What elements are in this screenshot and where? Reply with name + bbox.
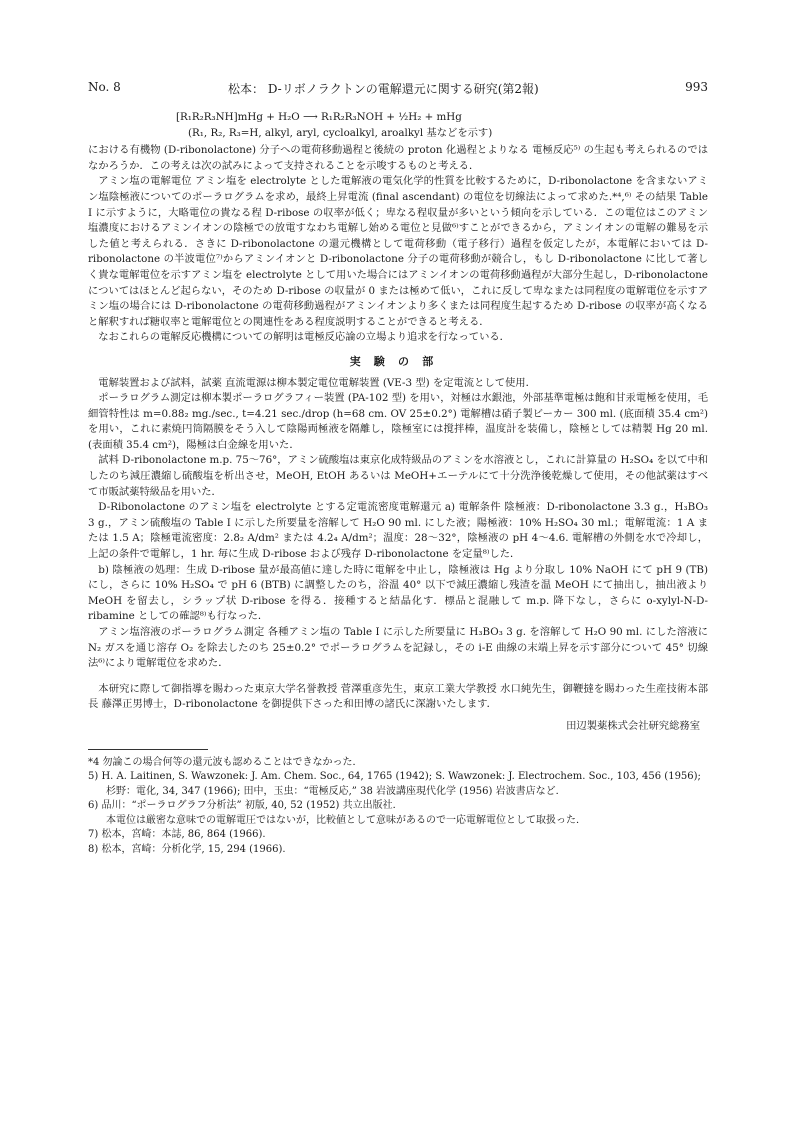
footnote: 5) H. A. Laitinen, S. Wawzonek: J. Am. Chem. Soc., 64, 1765 (1942); S. Wawzonek: J. Electrochem. Soc., 103, 456 (1956); 杉野：電化, 34, 347 (1966); 田中，玉虫：“電極反応,” 38 岩波講座現代化学 (1956) 岩波書店など．: [88, 771, 701, 797]
paragraph: 電解装置および試料，試薬 直流電源は柳本製定電位電解装置 (VE-3 型) を定電流として使用．: [98, 376, 536, 389]
issue-number: No. 8: [88, 80, 121, 94]
paragraph: b) 陰極液の処理：生成 D-ribose 量が最高値に達した時に電解を中止し，陰極液は Hg より分取し 10% NaOH にて pH 9 (TB) にし，さらに 10% H₂SO₄ で pH 6 (BTB) に調整したのち，浴温 40° 以下で減圧濃縮し残渣を温 MeOH にて抽出し，抽出液より MeOH を留去し，シラップ状 D-ribose を得る．接種すると結晶化す．標品と混融して m.p. 降下なし，さらに o-xylyl-N-D-ribamine としての確認⁸⁾も行なった．: [88, 563, 708, 623]
footnote-divider: [88, 749, 208, 750]
footnote: 6) 品川：“ポーラログラフ分析法” 初版, 40, 52 (1952) 共立出版社．: [88, 800, 403, 812]
running-header: [88, 80, 708, 98]
paragraph: D-Ribonolactone のアミン塩を electrolyte とする定電流密度電解還元 a) 電解条件 陰極液：D-ribonolactone 3.3 g.，H₃BO₃ 3 g.，アミン硫酸塩の Table I に示した所要量を溶解して H₂O 90 ml. にした液；陽極液：10% H₂SO₄ 30 ml.；電解電流：1 A または 1.5 A；陰極電流密度：2.8₂ A/dm² または 4.2₄ A/dm²；温度：28〜32°，陰極液の pH 4〜4.6. 電解槽の外側を水で冷却し，上記の条件で電解し，1 hr. 毎に生成 D-ribose および残存 D-ribonolactone を定量⁸⁾した．: [88, 501, 708, 561]
reaction-equation: [R₁R₂R₃NH]mHg + H₂O ⟶ R₁R₂R₃NOH + ½H₂ + mHg: [176, 111, 462, 123]
affiliation: 田辺製薬株式会社研究総務室: [566, 719, 700, 732]
reaction-equation-note: (R₁, R₂, R₃=H, alkyl, aryl, cycloalkyl, aroalkyl 基などを示す): [188, 126, 493, 139]
footnote: 8) 松本，宮崎：分析化学, 15, 294 (1966).: [88, 843, 286, 855]
paragraph: なおこれらの電解反応機構についての解明は電極反応論の立場より追求を行なっている．: [98, 331, 510, 344]
acknowledgment: 本研究に際して御指導を賜わった東京大学名誉教授 菅澤重彦先生，東京工業大学教授 水口純先生，御鞭撻を賜わった生産技術本部長 藤澤正男博士，D-ribonolactone を御提供下さった和田博の諸氏に深謝いたします．: [88, 682, 708, 711]
footnote: *4 勿論この場合何等の還元波も認めることはできなかった．: [88, 756, 363, 768]
paragraph: 試料 D-ribonolactone m.p. 75〜76°，アミン硫酸塩は東京化成特級品のアミンを水溶液とし，これに計算量の H₂SO₄ を以て中和したのち減圧濃縮し硫酸塩を析出させ，MeOH, EtOH あるいは MeOH+エーテルにて十分洗浄後乾燥して使用，その他試薬はすべて市販試薬特級品を用いた．: [88, 454, 708, 498]
paragraph: アミン塩溶液のポーラログラム測定 各種アミン塩の Table I に示した所要量に H₃BO₃ 3 g. を溶解して H₂O 90 ml. にした溶液に N₂ ガスを通じ溶存 O₂ を除去したのち 25±0.2° でポーラログラムを記録し，その i-E 曲線の末端上昇を示す部分について 45° 切線法⁶⁾により電解電位を求めた．: [88, 626, 708, 670]
running-title: 松本： D-リボノラクトンの電解還元に関する研究(第2報): [228, 82, 539, 96]
footnote: 本電位は厳密な意味での電解電圧ではないが，比較値として意味があるので一応電解電位として取扱った．: [106, 814, 586, 826]
section-heading: 実験の部: [349, 354, 447, 368]
footnote: 7) 松本，宮崎：本誌, 86, 864 (1966).: [88, 829, 266, 841]
page-number: 993: [685, 80, 708, 94]
paragraph: における有機物 (D-ribonolactone) 分子への電荷移動過程と後続の proton 化過程とよりなる 電極反応⁵⁾ の生起も考えられるのではなかろうか．この考えは次の試みによって支持されることを示唆するものと考える．: [88, 144, 708, 172]
paragraph: ポーラログラム測定は柳本製ポーラログラフィー装置 (PA-102 型) を用い，対極は水銀池，外部基準電極は飽和甘汞電極を使用，毛細管特性は m=0.88₂ mg./sec., t=4.21 sec./drop (h=68 cm. OV 25±0.2°) 電解槽は硝子製ビーカー 300 ml. (底面積 35.4 cm²) を用い，これに素焼円筒隔膜をそう入して陰陽両極液を隔離し，陰極室には撹拌棒，温度計を装備し，陰極としては精製 Hg 20 ml. (表面積 35.4 cm²)，陽極は白金線を用いた．: [88, 392, 708, 451]
paragraph: アミン塩の電解電位 アミン塩を electrolyte とした電解液の電気化学的性質を比較するために，D-ribonolactone を含まないアミン塩陰極液についてのポーラログラムを求め，最終上昇電流 (final ascendant) の電位を切線法によって求めた.*⁴,⁶⁾ その結果 Table I に示すように，大略電位の貴なる程 D-ribose の収率が低く；卑なる程収量が多いという傾向を示している．この電位はこのアミン塩濃度におけるアミンイオンの陰極での放電すなわち電解し始める電位と見做⁶⁾すことができるから，アミンイオンの電解の難易を示した値と考えられる．さきに D-ribonolactone の還元機構として電荷移動（電子移行）過程を仮定したが，本電解においては D-ribonolactone の半波電位⁷⁾からアミンイオンと D-ribonolactone 分子の電荷移動が競合し，もし D-ribonolactone に比して著しく貴な電解電位を示すアミン塩を electrolyte として用いた場合にはアミンイオンの電荷移動過程が大部分生起し，D-ribonolactone についてはほとんど起らない，そのため D-ribose の収量が 0 または極めて低い，これに反して卑なまたは同程度の電解電位を示すアミン塩の場合には D-ribonolactone の電荷移動過程がアミンイオンより多くまたは同程度生起するため D-ribose の収率が高くなると解釈すれば糖収率と電解電位との関連性をある程度説明することができると考える．: [88, 175, 708, 328]
article-body: [88, 110, 708, 857]
